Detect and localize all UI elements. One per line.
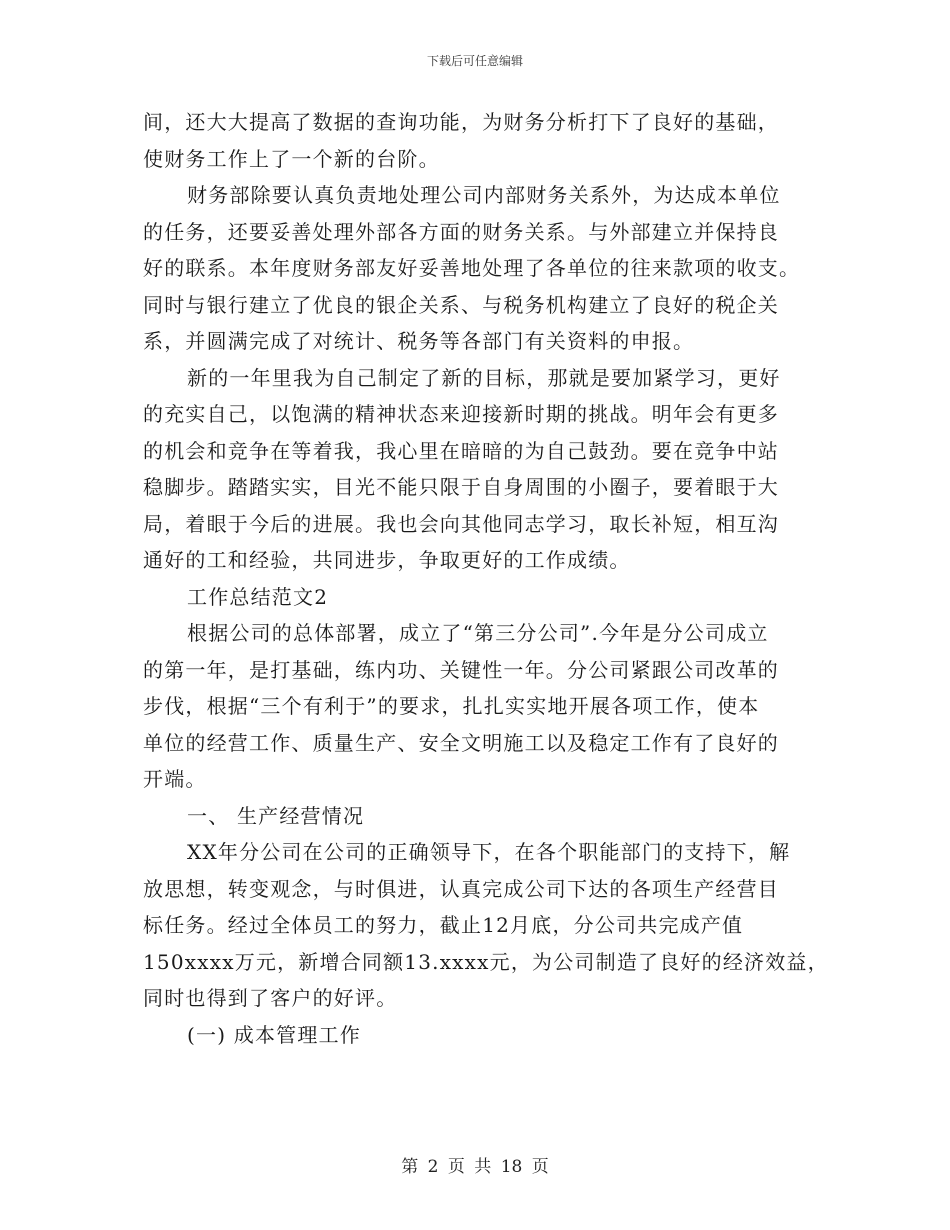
body-line: 单位的经营工作、质量生产、安全文明施工以及稳定工作有了良好的 bbox=[143, 730, 779, 755]
body-line: 的充实自己，以饱满的精神状态来迎接新时期的挑战。明年会有更多 bbox=[143, 402, 779, 426]
body-line: 的机会和竞争在等着我，我心里在暗暗的为自己鼓劲。要在竞争中站 bbox=[143, 438, 779, 463]
body-line: 开端。 bbox=[143, 767, 207, 791]
body-line: 财务部除要认真负责地处理公司内部财务关系外，为达成本单位 bbox=[187, 183, 781, 207]
body-line: 放思想，转变观念，与时俱进，认真完成公司下达的各项生产经营目 bbox=[143, 876, 779, 901]
body-line: 稳脚步。踏踏实实，目光不能只限于自身周围的小圈子，要着眼于大 bbox=[143, 475, 779, 499]
body-line: 的任务，还要妥善处理外部各方面的财务关系。与外部建立并保持良 bbox=[143, 219, 779, 244]
body-line: XX年分公司在公司的正确领导下，在各个职能部门的支持下，解 bbox=[187, 840, 791, 864]
page-number-footer: 第 2 页 共 18 页 bbox=[401, 1157, 549, 1177]
page-header-note: 下载后可任意编辑 bbox=[426, 54, 523, 68]
body-line: 同时与银行建立了优良的银企关系、与税务机构建立了良好的税企关 bbox=[143, 292, 779, 317]
body-line: 新的一年里我为自己制定了新的目标，那就是要加紧学习，更好 bbox=[187, 365, 781, 390]
section-heading: 一、 生产经营情况 bbox=[187, 803, 365, 828]
subsection-heading: (一) 成本管理工作 bbox=[187, 1022, 361, 1047]
body-line: 的第一年，是打基础，练内功、关键性一年。分公司紧跟公司改革的 bbox=[143, 657, 779, 682]
body-line: 间，还大大提高了数据的查询功能，为财务分析打下了良好的基础， bbox=[143, 110, 779, 134]
body-line: 同时也得到了客户的好评。 bbox=[143, 986, 398, 1010]
document-body bbox=[143, 104, 829, 1053]
body-line: 步伐，根据“三个有利于”的要求，扎扎实实地开展各项工作，使本 bbox=[143, 694, 760, 718]
body-line: 使财务工作上了一个新的台阶。 bbox=[143, 146, 440, 171]
body-line: 150xxxx万元，新增合同额13.xxxx元，为公司制造了良好的经济效益， bbox=[143, 949, 829, 974]
body-line: 好的联系。本年度财务部友好妥善地处理了各单位的往来款项的收支。 bbox=[143, 256, 801, 280]
body-line: 标任务。经过全体员工的努力，截止12月底，分公司共完成产值 bbox=[143, 913, 744, 937]
section-heading: 工作总结范文2 bbox=[187, 584, 329, 609]
body-line: 根据公司的总体部署，成立了“第三分公司”.今年是分公司成立 bbox=[187, 621, 769, 645]
body-line: 系，并圆满完成了对统计、税务等各部门有关资料的申报。 bbox=[143, 329, 695, 353]
body-line: 局，着眼于今后的进展。我也会向其他同志学习，取长补短，相互沟 bbox=[143, 511, 779, 536]
body-line: 通好的工和经验，共同进步，争取更好的工作成绩。 bbox=[143, 548, 631, 572]
